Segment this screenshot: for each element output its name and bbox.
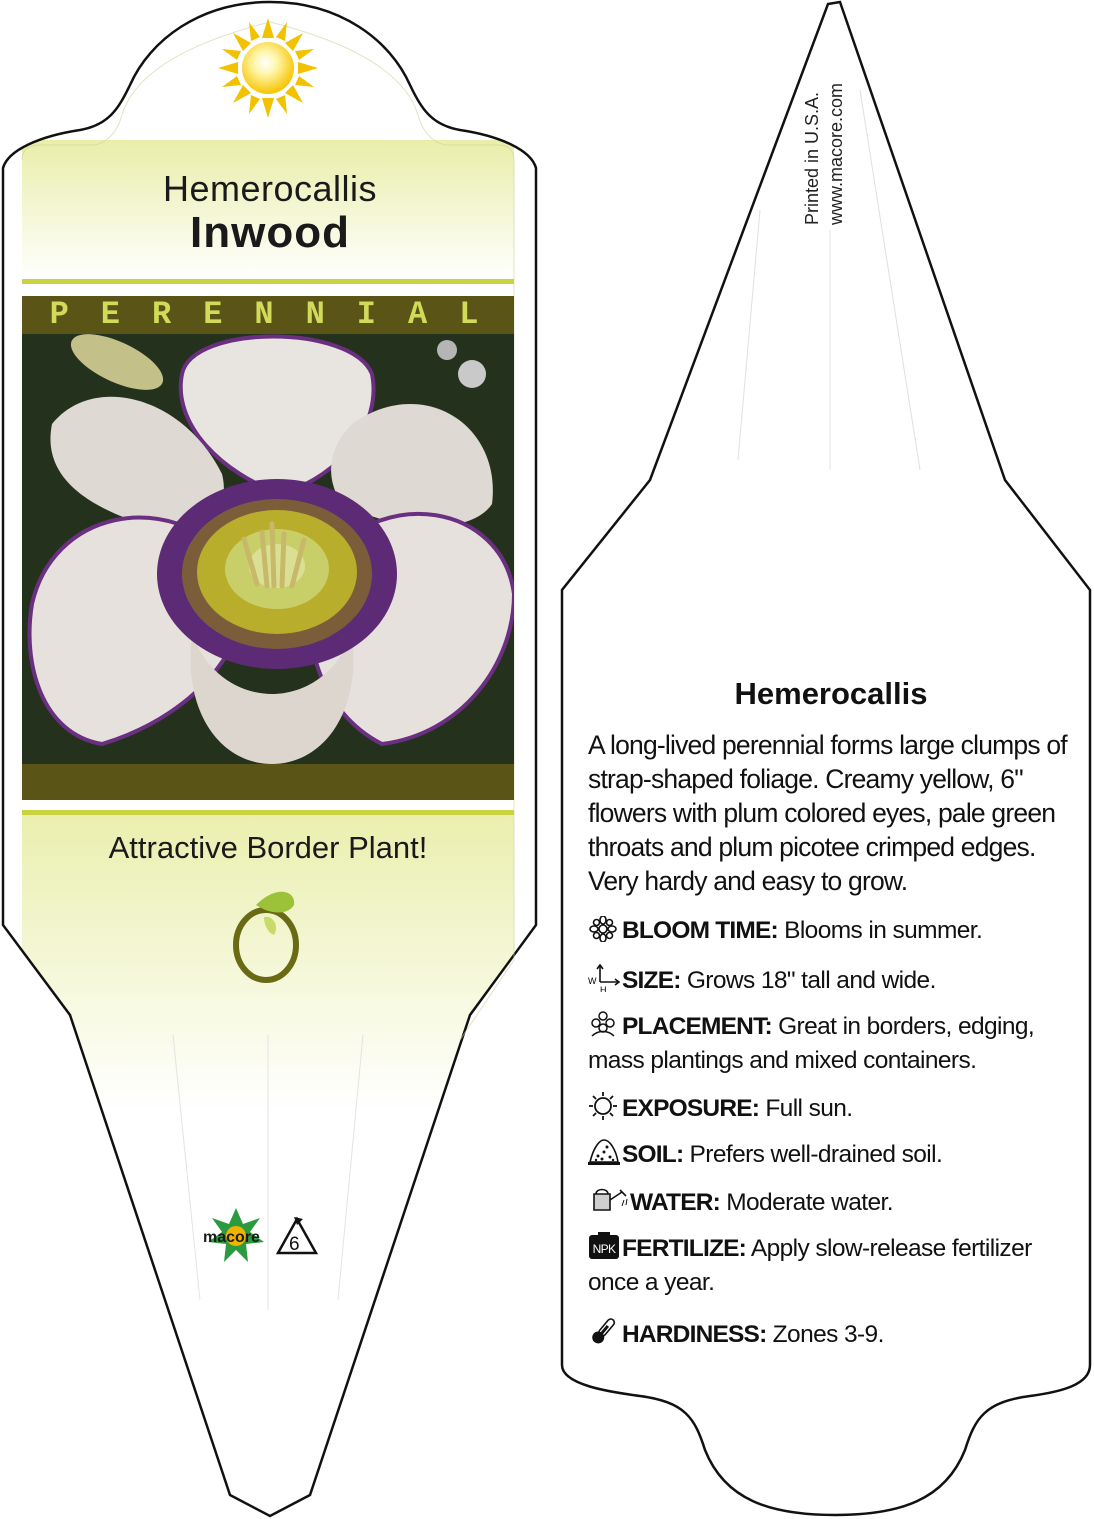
plant-cultivar: Inwood bbox=[190, 208, 350, 257]
back-title: Hemerocallis bbox=[734, 676, 928, 711]
attr-label: SOIL: bbox=[622, 1141, 684, 1168]
attr-label: SIZE: bbox=[622, 967, 681, 994]
plant-type-label: PERENNIAL bbox=[49, 296, 511, 333]
attr-label: WATER: bbox=[630, 1189, 721, 1216]
attr-size bbox=[588, 962, 1078, 998]
attr-value: Moderate water. bbox=[720, 1189, 893, 1216]
plant-description: A long-lived perennial forms large clumps of strap-shaped foliage. Creamy yellow, 6" flowers with plum colored eyes, pale green throats and plum picotee crimped edges. Very hardy and easy to grow. bbox=[588, 730, 1067, 896]
flower-photo bbox=[22, 334, 514, 764]
attr-water bbox=[588, 1186, 1078, 1220]
placement-icon bbox=[588, 1010, 622, 1036]
attr-value: Zones 3-9. bbox=[766, 1321, 884, 1348]
attr-hardiness bbox=[588, 1316, 1078, 1352]
tagline: Attractive Border Plant! bbox=[108, 830, 428, 865]
brand-name: macore bbox=[203, 1229, 260, 1246]
attr-label: PLACEMENT: bbox=[622, 1013, 772, 1040]
size-icon-w: W bbox=[588, 976, 596, 986]
attr-label: FERTILIZE: bbox=[622, 1235, 747, 1262]
sun-icon bbox=[588, 1092, 622, 1118]
npk-icon bbox=[588, 1232, 622, 1258]
plant-genus: Hemerocallis bbox=[162, 168, 378, 209]
sun-logo-icon bbox=[218, 18, 318, 118]
printed-line-2: www.macore.com bbox=[826, 82, 846, 225]
recycle-code: 6 bbox=[289, 1234, 300, 1255]
attr-value: Blooms in summer. bbox=[777, 917, 983, 944]
printed-line-1: Printed in U.S.A. bbox=[802, 91, 822, 225]
attr-bloom-time bbox=[588, 914, 1078, 948]
npk-icon-text: NPK bbox=[592, 1242, 616, 1256]
flower-icon bbox=[588, 916, 622, 942]
thermometer-icon bbox=[588, 1316, 622, 1342]
attr-value: Grows 18" tall and wide. bbox=[680, 967, 936, 994]
printed-info bbox=[800, 83, 848, 225]
attr-label: HARDINESS: bbox=[622, 1321, 767, 1348]
watering-can-icon bbox=[588, 1186, 630, 1212]
attr-value: Great in borders, edging, mass plantings and mixed containers. bbox=[588, 1013, 1035, 1074]
attr-label: BLOOM TIME: bbox=[622, 917, 778, 944]
size-icon bbox=[588, 962, 622, 992]
attr-placement bbox=[588, 1010, 1078, 1078]
attr-exposure bbox=[588, 1092, 1078, 1126]
attr-value: Prefers well-drained soil. bbox=[683, 1141, 943, 1168]
attr-soil bbox=[588, 1138, 1078, 1172]
attr-fertilize bbox=[588, 1232, 1078, 1300]
size-icon-h: H bbox=[600, 985, 606, 992]
attr-value: Full sun. bbox=[759, 1095, 853, 1122]
soil-icon bbox=[588, 1138, 622, 1164]
attr-value: Apply slow-release fertilizer once a year. bbox=[588, 1235, 1032, 1296]
attr-label: EXPOSURE: bbox=[622, 1095, 760, 1122]
